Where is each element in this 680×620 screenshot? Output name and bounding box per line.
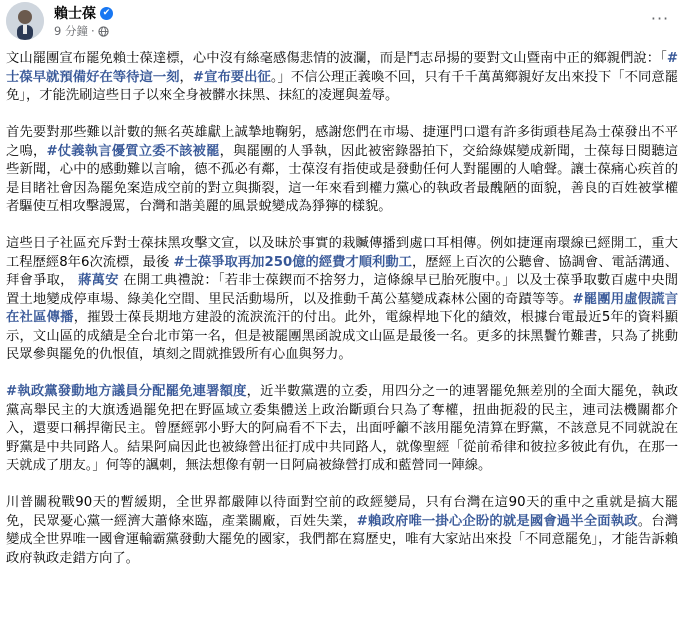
post-paragraph [6,235,678,365]
post-meta [54,24,109,38]
hashtag-link[interactable]: #仗義執言優質立委不該被罷 [46,143,220,159]
paragraph-text: ，近半數黨選的立委，用四分之一的連署罷免無差別的全面大罷免，執政黨高舉民主的大旗透過罷免把在野區域立委集體送上政治斷頭台只為了奪權，扭曲扼殺的民主，連司法機關都介入，還要口稱捍衛民主。曾歷經郭小野大的阿扁看不下去，出面呼籲不該用罷免清算在野黨，不該意見不同就說在野黨是中共同路人。結果阿扁因此也被綠營出征打成中共同路人，就像聖經「從前希律和彼拉多彼此有仇，在那一天就成了朋友。」何等的諷刺，無法想像有朝一日阿扁被綠營打成和藍營同一陣線。 [6,384,678,473]
post-header [6,2,674,42]
paragraph-text: 文山罷團宣布罷免賴士葆達標，心中沒有絲毫感傷悲情的波瀾，而是鬥志昂揚的要對文山暨南中正的鄉親們說：「 [6,51,667,66]
hashtag-link[interactable]: #士葆爭取再加250億的經費才順利動工 [173,254,412,270]
paragraph-text: 在開工典禮說：「若非士葆鍥而不捨努力，這條線早已胎死腹中。」以及士葆爭取數百處中央閒置土地變成停車場、綠美化空間、里民活動場所，以及推動千萬公墓變成森林公園的奇蹟等等。 [6,273,678,307]
hashtag-link[interactable]: #執政黨發動地方議員分配罷免連署額度 [6,384,247,399]
author-name[interactable]: 賴士葆 [54,6,96,22]
paragraph-text: 。台灣變成全世界唯一國會運輸霸黨發動大罷免的國家，我們都在寫歷史，唯有大家站出來投「不同意罷免」，才能告訴賴政府執政走錯方向了。 [6,513,678,566]
hashtag-link[interactable]: #士葆早就預備好在等待這一刻 [6,51,678,85]
avatar[interactable] [6,2,44,40]
hashtag-link[interactable]: #罷團用虛假謊言在社區傳播 [6,291,678,325]
verified-badge-icon: ✔ [100,7,113,20]
globe-icon[interactable] [98,26,109,37]
paragraph-text: ，與罷團的人爭執，因此被密錄器拍下，交給綠媒變成新聞，士葆每日閱聽這些新聞，心中的感動難以言喻，德不孤必有鄰，士葆沒有指使或是發動任何人對罷團的人嗆聲。讓士葆痛心疾首的是目睹社會因為罷免案造成空前的對立與撕裂，這一年來看到權力黨心的執政者最醜陋的面貌，善良的百姓被掌權者驅使互相攻擊謾罵，台灣和諧美麗的風景蛻變成為猙獰的樣貌。 [6,143,678,214]
post-timestamp[interactable]: 9 分鐘 [54,24,88,38]
meta-separator: · [90,24,95,38]
post-paragraph [6,494,678,568]
paragraph-text: ，摧毀士葆長期地方建設的流淚流汗的付出。此外，電線桿地下化的績效，根據台電最近5年的資料顯示，文山區的成績是全台北市第一名，但是被罷團黑函說成文山區是最後一名。更多的抹黑鬢竹難書，只為了挑動民眾參與罷免的仇恨值，填刻之間就推毀所有心血與努力。 [6,310,679,362]
paragraph-text: 川普關稅戰90天的暫緩期，全世界都嚴陣以待面對空前的政經變局，只有台灣在這90天的重中之重就是搞大罷免，民眾憂心黨一經濟大蕭條來臨，產業關廠，百姓失業， [6,495,678,529]
author-row [54,4,113,22]
paragraph-text: 。」不信公理正義喚不回，只有千千萬萬鄉親好友出來投下「不同意罷免」，才能洗刷這些日子以來全身被髒水抹黑、抹紅的凌遲與羞辱。 [6,69,678,103]
hashtag-link[interactable]: #宣布要出征 [192,69,271,85]
post-body [6,50,678,587]
mention-link[interactable]: 蔣萬安 [78,273,119,288]
more-options-button[interactable]: ··· [650,8,670,28]
post-paragraph [6,124,678,217]
paragraph-text: 首先要對那些難以計數的無名英雄獻上誠摯地鞠躬，感謝您們在市場、捷運門口還有許多街頭巷尾為士葆發出不平之鳴， [6,125,678,159]
paragraph-text: 這些日子社區充斥對士葆抹黑攻擊文宣，以及昧於事實的栽贓傳播到處口耳相傳。例如捷運南環線已經開工，重大工程歷經8年6次流標，最後 [6,236,678,270]
hashtag-link[interactable]: #賴政府唯一掛心企盼的就是國會過半全面執政 [356,513,638,529]
post-paragraph [6,50,678,106]
paragraph-text: ，歷經上百次的公聽會、協調會、電話溝通、拜會爭取， [6,254,678,288]
post-paragraph [6,383,678,476]
profile-photo-icon [6,2,44,40]
paragraph-text: ， [179,69,193,85]
